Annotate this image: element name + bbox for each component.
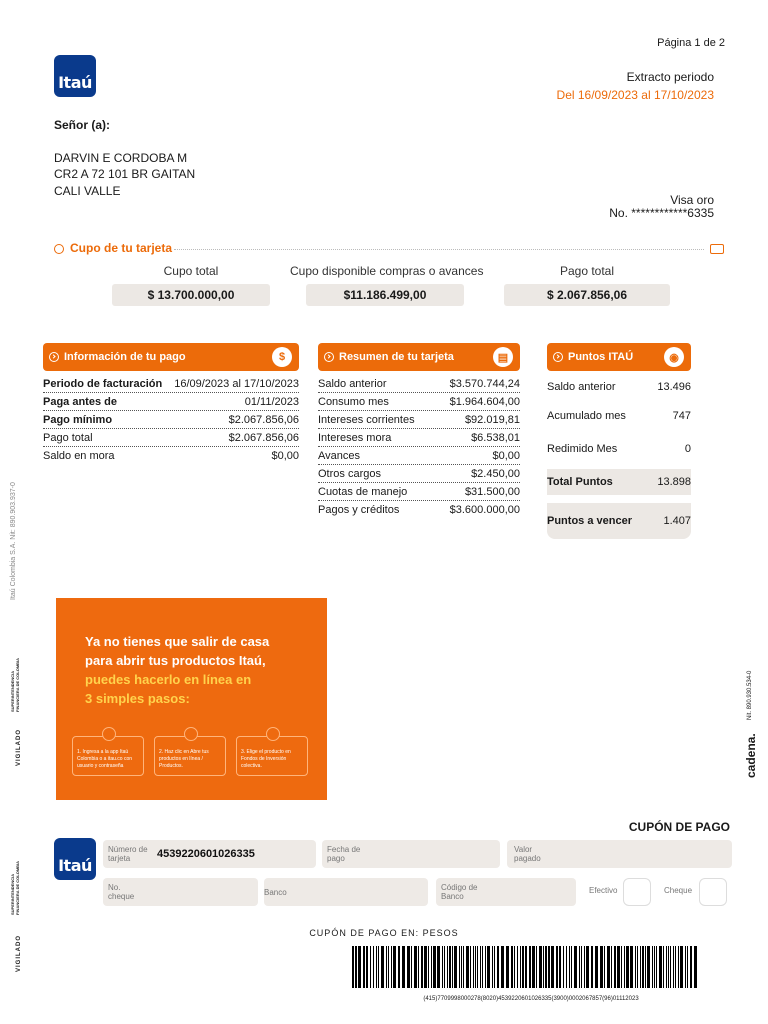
resumen-label: Avances bbox=[318, 449, 360, 462]
barcode-bar bbox=[581, 946, 582, 988]
barcode-bar bbox=[642, 946, 644, 988]
info-pago-value: 01/11/2023 bbox=[244, 395, 299, 408]
info-pago-label: Paga antes de bbox=[43, 395, 117, 408]
cheque-number-field[interactable] bbox=[103, 878, 258, 906]
fecha-pago-field[interactable] bbox=[322, 840, 500, 868]
barcode-bar bbox=[690, 946, 692, 988]
barcode-bar bbox=[621, 946, 622, 988]
barcode-bar bbox=[459, 946, 460, 988]
info-pago-value: $2.067.856,06 bbox=[228, 431, 299, 444]
barcode-bar bbox=[559, 946, 561, 988]
cupo-disponible-value: $11.186.499,00 bbox=[306, 284, 464, 306]
promo-step-text: 3. Elige el producto en Fondos de Inversión colectiva. bbox=[241, 749, 291, 769]
barcode-bar bbox=[477, 946, 478, 988]
barcode-bar bbox=[659, 946, 662, 988]
barcode-bar bbox=[485, 946, 486, 988]
info-pago-label: Pago total bbox=[43, 431, 93, 444]
barcode-bar bbox=[591, 946, 593, 988]
barcode-bar bbox=[482, 946, 483, 988]
barcode-bar bbox=[463, 946, 464, 988]
info-pago-value: $0,00 bbox=[271, 450, 299, 462]
client-city: CALI VALLE bbox=[54, 184, 121, 198]
info-pago-label: Periodo de facturación bbox=[43, 377, 163, 390]
promo-line-2: para abrir tus productos Itaú, bbox=[85, 653, 266, 668]
barcode-bar bbox=[355, 946, 357, 988]
resumen-value: $2.450,00 bbox=[471, 467, 520, 480]
barcode-bar bbox=[663, 946, 664, 988]
codigo-banco-field[interactable] bbox=[436, 878, 576, 906]
barcode-bar bbox=[675, 946, 676, 988]
barcode-bar bbox=[652, 946, 653, 988]
cadena-logo: cadena. bbox=[744, 733, 758, 778]
barcode-bar bbox=[452, 946, 453, 988]
dollar-icon: $ bbox=[272, 347, 292, 367]
barcode-bar bbox=[424, 946, 427, 988]
info-pago-row bbox=[43, 447, 299, 465]
barcode-text: (415)7709998000278(8020)4539220601026335(3900)0002067857(96)01112023 bbox=[423, 996, 639, 1002]
barcode-bar bbox=[492, 946, 493, 988]
superintendencia-label: SUPERINTENDENCIA FINANCIERA DE COLOMBIA bbox=[10, 657, 20, 712]
valor-pagado-field[interactable] bbox=[507, 840, 732, 868]
info-pago-rows bbox=[43, 371, 299, 465]
barcode-bar bbox=[381, 946, 384, 988]
puntos-label: Saldo anterior bbox=[547, 381, 616, 393]
puntos-value: 0 bbox=[684, 443, 691, 455]
chevron-circle-icon bbox=[324, 352, 334, 362]
resumen-row bbox=[318, 411, 520, 429]
barcode-bar bbox=[447, 946, 448, 988]
barcode-bar bbox=[473, 946, 474, 988]
puntos-label: Acumulado mes bbox=[547, 410, 626, 422]
promo-step-text: 2. Haz clic en Abre tus productos en línea / Productos. bbox=[159, 749, 209, 769]
resumen-label: Intereses corrientes bbox=[318, 413, 415, 426]
codigo-banco-label: Código de Banco bbox=[441, 883, 478, 901]
banco-field[interactable] bbox=[264, 878, 428, 906]
info-pago-panel bbox=[43, 343, 299, 465]
barcode-bar bbox=[428, 946, 429, 988]
puntos-header bbox=[547, 343, 691, 371]
cheque-label: Cheque bbox=[664, 886, 693, 895]
efectivo-label: Efectivo bbox=[589, 886, 618, 895]
barcode-bar bbox=[680, 946, 683, 988]
total-puntos-row bbox=[547, 469, 691, 495]
barcode-bar bbox=[637, 946, 638, 988]
banco-label: Banco bbox=[264, 888, 287, 897]
client-address: CR2 A 72 101 BR GAITAN bbox=[54, 167, 196, 181]
barcode-bar bbox=[548, 946, 550, 988]
barcode-bar bbox=[437, 946, 440, 988]
resumen-label: Intereses mora bbox=[318, 431, 392, 444]
barcode-bar bbox=[687, 946, 688, 988]
barcode-bar bbox=[571, 946, 572, 988]
barcode-bar bbox=[656, 946, 657, 988]
barcode-bar bbox=[431, 946, 432, 988]
barcode-bar bbox=[617, 946, 620, 988]
resumen-row bbox=[318, 447, 520, 465]
barcode-bar bbox=[607, 946, 610, 988]
valor-pagado-label: Valor pagado bbox=[514, 845, 541, 863]
barcode-bar bbox=[386, 946, 387, 988]
puntos-vencer-value: 1.407 bbox=[663, 515, 691, 527]
barcode-bar bbox=[442, 946, 443, 988]
cupo-title: Cupo de tu tarjeta bbox=[70, 241, 173, 255]
puntos-row bbox=[547, 403, 691, 429]
barcode-bar bbox=[529, 946, 531, 988]
cupo-disponible-label: Cupo disponible compras o avances bbox=[290, 264, 484, 278]
barcode-bar bbox=[630, 946, 633, 988]
promo-step-text: 1. Ingresa a la app Itaú Colombia o a itau.co con usuario y contraseña bbox=[77, 749, 133, 769]
promo-step-2 bbox=[154, 736, 226, 776]
resumen-value: $0,00 bbox=[492, 449, 520, 462]
barcode-bar bbox=[407, 946, 410, 988]
resumen-label: Cuotas de manejo bbox=[318, 485, 408, 498]
barcode bbox=[352, 946, 700, 988]
barcode-bar bbox=[574, 946, 577, 988]
barcode-bar bbox=[543, 946, 544, 988]
info-pago-value: $2.067.856,06 bbox=[228, 413, 299, 426]
barcode-bar bbox=[376, 946, 377, 988]
barcode-bar bbox=[654, 946, 655, 988]
info-pago-header bbox=[43, 343, 299, 371]
promo-line-1: Ya no tienes que salir de casa bbox=[85, 634, 270, 649]
document-icon bbox=[266, 727, 280, 741]
resumen-row bbox=[318, 483, 520, 501]
resumen-value: $31.500,00 bbox=[464, 485, 520, 498]
resumen-value: $1.964.604,00 bbox=[449, 395, 520, 408]
card-number: No. ************6335 bbox=[609, 206, 714, 220]
card-icon bbox=[710, 244, 724, 254]
barcode-bar bbox=[421, 946, 423, 988]
barcode-bar bbox=[670, 946, 671, 988]
info-pago-row bbox=[43, 375, 299, 393]
barcode-bar bbox=[517, 946, 518, 988]
total-puntos-value: 13.898 bbox=[657, 476, 691, 488]
barcode-bar bbox=[352, 946, 354, 988]
barcode-bar bbox=[514, 946, 515, 988]
promo-step-1 bbox=[72, 736, 144, 776]
cadena-nit: Nit. 890.930.534-0 bbox=[747, 670, 753, 720]
barcode-bar bbox=[487, 946, 490, 988]
pago-total-value: $ 2.067.856,06 bbox=[504, 284, 670, 306]
cheque-checkbox[interactable] bbox=[699, 878, 727, 906]
cheque-number-label: No. cheque bbox=[108, 883, 135, 901]
cupon-title: CUPÓN DE PAGO bbox=[628, 820, 730, 834]
resumen-value: $92.019,81 bbox=[464, 413, 520, 426]
phone-icon bbox=[102, 727, 116, 741]
barcode-bar bbox=[506, 946, 509, 988]
barcode-bar bbox=[494, 946, 495, 988]
cursor-icon bbox=[184, 727, 198, 741]
barcode-bar bbox=[551, 946, 554, 988]
barcode-bar bbox=[626, 946, 629, 988]
resumen-row bbox=[318, 393, 520, 411]
resumen-title: Resumen de tu tarjeta bbox=[339, 351, 454, 363]
barcode-bar bbox=[454, 946, 457, 988]
barcode-bar bbox=[647, 946, 650, 988]
barcode-bar bbox=[685, 946, 686, 988]
superintendencia-label-2: SUPERINTENDENCIA FINANCIERA DE COLOMBIA bbox=[10, 860, 20, 915]
barcode-bar bbox=[563, 946, 564, 988]
barcode-bar bbox=[545, 946, 547, 988]
barcode-bar bbox=[586, 946, 589, 988]
medal-icon: ◉ bbox=[664, 347, 684, 367]
resumen-label: Saldo anterior bbox=[318, 377, 387, 390]
statement-title: Extracto periodo bbox=[626, 70, 714, 84]
promo-line-3: puedes hacerlo en línea en bbox=[85, 672, 252, 687]
promo-banner[interactable] bbox=[56, 598, 327, 800]
info-pago-label: Saldo en mora bbox=[43, 450, 115, 462]
barcode-bar bbox=[668, 946, 669, 988]
barcode-bar bbox=[579, 946, 580, 988]
barcode-bar bbox=[611, 946, 612, 988]
puntos-row bbox=[547, 371, 691, 403]
resumen-value: $6.538,01 bbox=[471, 431, 520, 444]
barcode-bar bbox=[411, 946, 412, 988]
barcode-bar bbox=[378, 946, 379, 988]
card-type: Visa oro bbox=[670, 193, 714, 207]
barcode-bar bbox=[391, 946, 392, 988]
card-number-field[interactable] bbox=[103, 840, 316, 868]
barcode-bar bbox=[604, 946, 605, 988]
barcode-bar bbox=[635, 946, 636, 988]
cupo-total-label: Cupo total bbox=[163, 264, 219, 278]
resumen-label: Otros cargos bbox=[318, 467, 381, 480]
resumen-label: Consumo mes bbox=[318, 395, 389, 408]
barcode-bar bbox=[624, 946, 625, 988]
puntos-value: 747 bbox=[672, 410, 691, 422]
puntos-vencer-row bbox=[547, 503, 691, 539]
puntos-label: Redimido Mes bbox=[547, 443, 618, 455]
statement-period: Del 16/09/2023 al 17/10/2023 bbox=[556, 88, 714, 102]
barcode-bar bbox=[475, 946, 476, 988]
info-pago-row bbox=[43, 411, 299, 429]
barcode-bar bbox=[466, 946, 469, 988]
cupo-section-header bbox=[54, 241, 729, 257]
barcode-bar bbox=[645, 946, 646, 988]
efectivo-checkbox[interactable] bbox=[623, 878, 651, 906]
barcode-bar bbox=[388, 946, 389, 988]
barcode-bar bbox=[673, 946, 674, 988]
resumen-row bbox=[318, 465, 520, 483]
info-pago-title: Información de tu pago bbox=[64, 351, 186, 363]
resumen-row bbox=[318, 501, 520, 519]
fecha-pago-label: Fecha de pago bbox=[327, 845, 361, 863]
pago-total-label: Pago total bbox=[559, 264, 615, 278]
barcode-bar bbox=[402, 946, 405, 988]
barcode-bar bbox=[433, 946, 436, 988]
barcode-bar bbox=[418, 946, 419, 988]
barcode-bar bbox=[600, 946, 603, 988]
barcode-bar bbox=[461, 946, 462, 988]
barcode-bar bbox=[539, 946, 542, 988]
resumen-value: $3.600.000,00 bbox=[449, 504, 520, 516]
barcode-bar bbox=[480, 946, 481, 988]
barcode-bar bbox=[358, 946, 361, 988]
resumen-row bbox=[318, 429, 520, 447]
resumen-value: $3.570.744,24 bbox=[449, 377, 520, 390]
barcode-bar bbox=[373, 946, 374, 988]
barcode-bar bbox=[566, 946, 567, 988]
barcode-bar bbox=[595, 946, 598, 988]
barcode-bar bbox=[556, 946, 558, 988]
barcode-bar bbox=[614, 946, 616, 988]
itau-logo-coupon: Itaú bbox=[54, 838, 96, 880]
client-name: DARVIN E CORDOBA M bbox=[54, 151, 188, 165]
client-salutation: Señor (a): bbox=[54, 118, 111, 132]
puntos-row bbox=[547, 429, 691, 469]
barcode-bar bbox=[414, 946, 417, 988]
barcode-bar bbox=[511, 946, 513, 988]
info-pago-value: 16/09/2023 al 17/10/2023 bbox=[174, 377, 299, 390]
puntos-vencer-label: Puntos a vencer bbox=[547, 515, 632, 527]
barcode-bar bbox=[398, 946, 400, 988]
resumen-header bbox=[318, 343, 520, 371]
vigilado-label-2: VIGILADO bbox=[16, 934, 22, 972]
resumen-label: Pagos y créditos bbox=[318, 504, 400, 516]
resumen-row bbox=[318, 375, 520, 393]
cupo-total-value: $ 13.700.000,00 bbox=[112, 284, 270, 306]
itau-logo: Itaú bbox=[54, 55, 96, 97]
barcode-bar bbox=[470, 946, 471, 988]
puntos-title: Puntos ITAÚ bbox=[568, 351, 634, 363]
promo-line-4: 3 simples pasos: bbox=[85, 691, 190, 706]
info-pago-row bbox=[43, 393, 299, 411]
puntos-panel bbox=[547, 343, 691, 539]
total-puntos-label: Total Puntos bbox=[547, 476, 613, 488]
chevron-circle-icon bbox=[54, 244, 64, 254]
card-number-label: Número de tarjeta bbox=[108, 845, 148, 863]
barcode-bar bbox=[640, 946, 641, 988]
barcode-bar bbox=[520, 946, 521, 988]
barcode-bar bbox=[449, 946, 451, 988]
info-pago-label: Pago mínimo bbox=[43, 413, 113, 426]
promo-step-3 bbox=[236, 736, 308, 776]
barcode-bar bbox=[497, 946, 499, 988]
resumen-rows bbox=[318, 371, 520, 519]
barcode-bar bbox=[370, 946, 371, 988]
chevron-circle-icon bbox=[49, 352, 59, 362]
barcode-bar bbox=[569, 946, 570, 988]
company-nit-text: Itaú Colombia S.A. Nit: 890.903.937-0 bbox=[10, 482, 17, 600]
barcode-bar bbox=[536, 946, 537, 988]
barcode-bar bbox=[363, 946, 365, 988]
vigilado-label: VIGILADO bbox=[16, 728, 22, 766]
barcode-bar bbox=[666, 946, 667, 988]
cupon-currency-line: CUPÓN DE PAGO EN: PESOS bbox=[309, 928, 459, 938]
card-number-value: 4539220601026335 bbox=[157, 848, 255, 860]
puntos-value: 13.496 bbox=[657, 381, 691, 393]
barcode-bar bbox=[444, 946, 445, 988]
receipt-icon: ▤ bbox=[493, 347, 513, 367]
barcode-bar bbox=[501, 946, 504, 988]
barcode-bar bbox=[584, 946, 585, 988]
page-number: Página 1 de 2 bbox=[657, 37, 725, 49]
dotted-divider bbox=[174, 249, 704, 250]
info-pago-row bbox=[43, 429, 299, 447]
barcode-bar bbox=[694, 946, 697, 988]
barcode-bar bbox=[393, 946, 396, 988]
barcode-bar bbox=[522, 946, 524, 988]
barcode-bar bbox=[532, 946, 535, 988]
barcode-bar bbox=[525, 946, 527, 988]
chevron-circle-icon bbox=[553, 352, 563, 362]
barcode-bar bbox=[366, 946, 368, 988]
barcode-bar bbox=[678, 946, 679, 988]
resumen-panel bbox=[318, 343, 520, 519]
